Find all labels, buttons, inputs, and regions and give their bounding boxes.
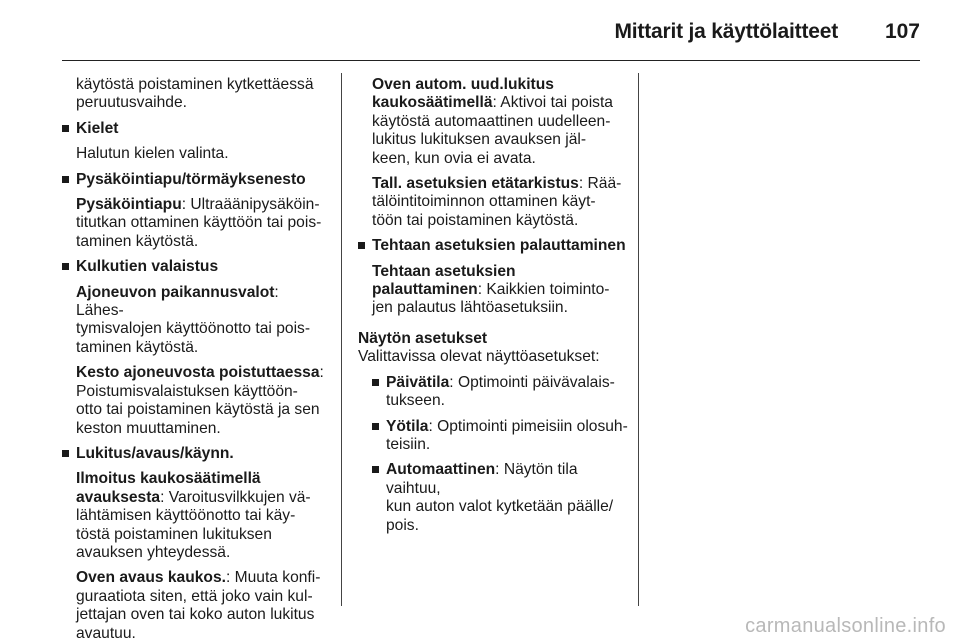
- tall-asetus-item: Tall. asetuksien etätarkistus: Rää- tälöintitoiminnon ottaminen käyt- töön tai poistaminen käytöstä.: [372, 175, 622, 229]
- column-middle: [358, 76, 628, 535]
- column-left: [62, 76, 330, 643]
- section-heading-pysakointi: Pysäköintiapu/törmäyksenesto: [62, 171, 330, 189]
- lukitus-item-1: Ilmoitus kaukosäätimellä avauksesta: Varoitusvilkkujen vä- lähtämisen käyttöönotto tai käy- töstä poistaminen lukituksen avauksen yhteydessä.: [76, 470, 311, 561]
- column-divider-1: [341, 73, 342, 606]
- chapter-title: Mittarit ja käyttölaitteet: [614, 20, 838, 43]
- tehdas-item: Tehtaan asetuksien palauttaminen: Kaikkien toiminto- jen palautus lähtöasetuksiin.: [372, 262, 610, 317]
- naytto-item-paivatila: Päivätila: Optimointi päivävalais- tukseen.: [358, 374, 628, 411]
- header-divider: [62, 60, 920, 61]
- page-header: [0, 0, 960, 60]
- valaistus-item-1: Ajoneuvon paikannusvalot: Lähes- tymisvalojen käyttöönotto tai pois- taminen käytöstä.: [76, 283, 311, 356]
- naytto-item-automaattinen: Automaattinen: Näytön tila vaihtuu, kun auton valot kytketään päälle/ pois.: [358, 461, 628, 535]
- section-heading-kielet: Kielet: [62, 120, 330, 138]
- page-number: 107: [884, 20, 920, 43]
- naytto-item-yotila: Yötila: Optimointi pimeisiin olosuh- teisiin.: [358, 418, 628, 455]
- section-heading-tehdas: Tehtaan asetuksien palauttaminen: [358, 237, 628, 255]
- section-heading-valaistus: Kulkutien valaistus: [62, 258, 330, 276]
- watermark: carmanualsonline.info: [745, 615, 946, 637]
- section-heading-lukitus: Lukitus/avaus/käynn.: [62, 445, 330, 463]
- pysakointi-text: Pysäköintiapu: Ultraäänipysäköin- titutkan ottaminen käyttöön tai pois- taminen käytöstä.: [76, 196, 322, 250]
- lukitus-item-2: Oven avaus kaukos.: Muuta konfi- guraatiota siten, että joko vain kul- jettajan oven tai koko auton lukitus avautuu.: [76, 569, 321, 642]
- oven-autom-item: Oven autom. uud.lukitus kaukosäätimellä: Aktivoi tai poista käytöstä automaattinen uudelleen- lukitus lukituksen avauksen jäl- keen, kun ovia ei avata.: [372, 76, 613, 167]
- valaistus-item-2: Kesto ajoneuvosta poistuttaessa: Poistumisvalaistuksen käyttöön- otto tai poistaminen käytöstä ja sen keston muuttaminen.: [76, 364, 324, 437]
- naytto-intro: Valittavissa olevat näyttöasetukset:: [358, 348, 600, 366]
- section-heading-naytto: Näytön asetukset: [358, 329, 488, 347]
- kielet-text: Halutun kielen valinta.: [76, 145, 229, 163]
- intro-paragraph: käytöstä poistaminen kytkettäessä peruutusvaihde.: [76, 76, 314, 112]
- column-divider-2: [638, 73, 639, 606]
